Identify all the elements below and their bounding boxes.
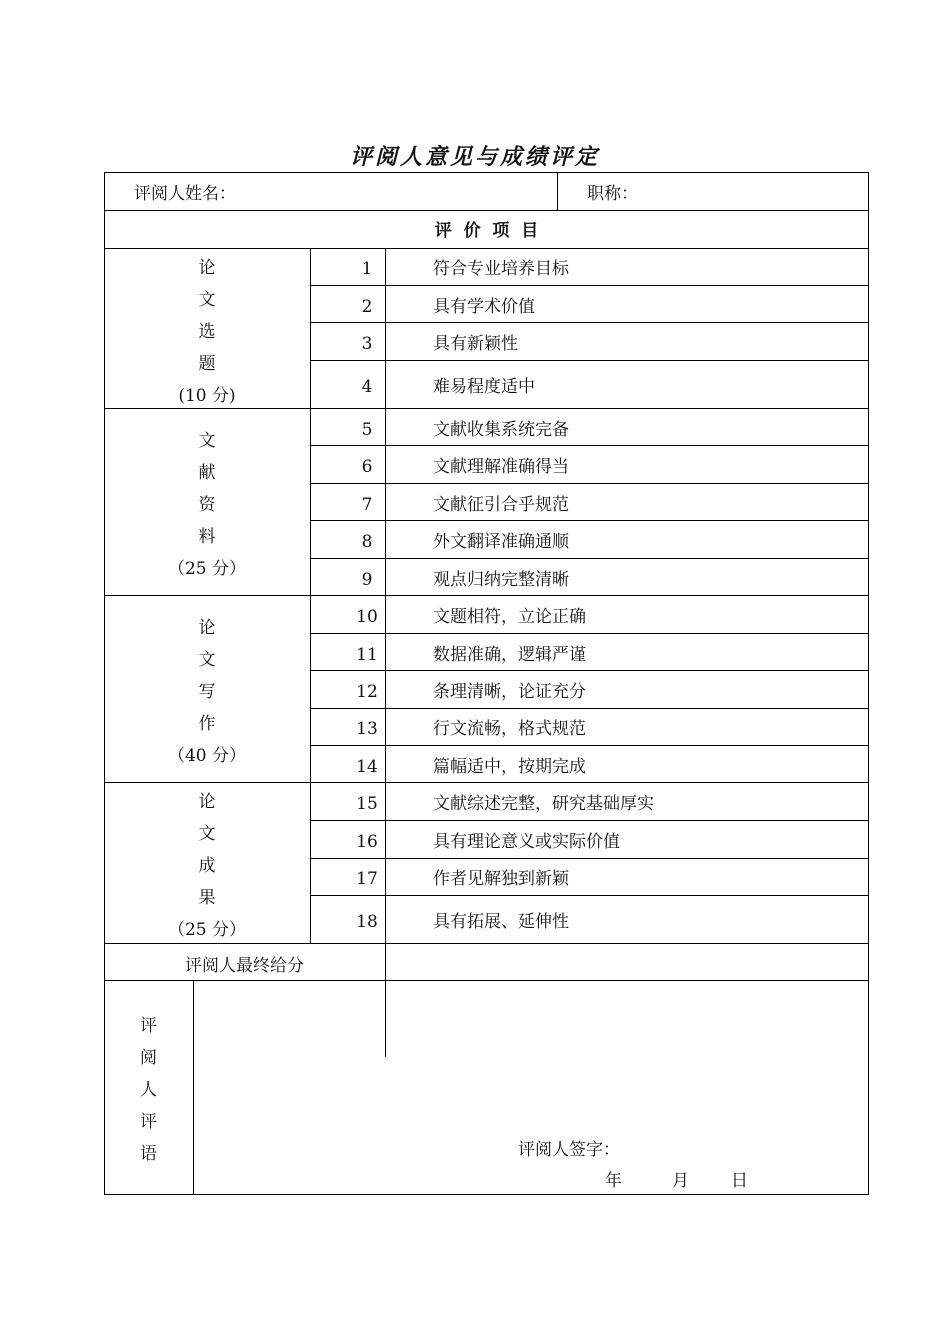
- category-points: （40 分）: [167, 746, 247, 766]
- evaluation-form: [104, 172, 869, 1195]
- comments-label-char: 人: [140, 1080, 157, 1100]
- date-day: 日: [731, 1171, 748, 1191]
- category-char: 选: [198, 322, 216, 342]
- item-text: 具有拓展、延伸性: [433, 912, 569, 932]
- category-char: 论: [198, 792, 216, 812]
- category-char: 成: [198, 856, 216, 876]
- category-char: 资: [198, 495, 216, 515]
- comments-label-char: 语: [140, 1144, 157, 1164]
- item-number: 9: [361, 570, 373, 590]
- item-text: 条理清晰，论证充分: [433, 682, 586, 702]
- category-char: 文: [198, 824, 216, 844]
- item-number: 4: [361, 377, 373, 397]
- item-text: 文献收集系统完备: [433, 420, 569, 440]
- category-writing: [104, 612, 310, 772]
- item-text: 数据准确，逻辑严谨: [433, 645, 586, 665]
- item-text: 符合专业培养目标: [433, 259, 569, 279]
- item-text: 文献理解准确得当: [433, 457, 569, 477]
- item-text: 观点归纳完整清晰: [433, 570, 569, 590]
- category-char: 题: [198, 354, 216, 374]
- job-title-field[interactable]: [644, 176, 859, 206]
- item-text: 文题相符，立论正确: [433, 607, 586, 627]
- category-char: 料: [198, 527, 216, 547]
- reviewer-name-field[interactable]: [244, 176, 544, 206]
- item-number: 18: [356, 912, 378, 932]
- comments-area[interactable]: [199, 987, 859, 1127]
- comments-label: [104, 1010, 193, 1170]
- item-text: 具有学术价值: [433, 297, 535, 317]
- category-char: 献: [198, 463, 216, 483]
- signature-field[interactable]: [624, 1134, 859, 1162]
- comments-label-char: 阅: [140, 1048, 157, 1068]
- item-number: 10: [356, 607, 378, 627]
- date-year: 年: [605, 1171, 622, 1191]
- category-char: 作: [198, 714, 216, 734]
- category-char: 论: [198, 618, 216, 638]
- category-points: （25 分）: [167, 920, 247, 940]
- category-topic-selection: [104, 252, 310, 412]
- item-text: 具有新颖性: [433, 334, 518, 354]
- item-number: 15: [356, 794, 378, 814]
- category-char: 论: [198, 258, 216, 278]
- form-title: 评阅人意见与成绩评定: [349, 145, 600, 170]
- category-char: 文: [198, 290, 216, 310]
- item-text: 具有理论意义或实际价值: [433, 832, 620, 852]
- section-heading: 评 价 项 目: [434, 221, 539, 241]
- item-number: 2: [361, 297, 373, 317]
- comments-label-char: 评: [140, 1016, 157, 1036]
- category-char: 写: [198, 682, 216, 702]
- item-text: 外文翻译准确通顺: [433, 532, 569, 552]
- final-score-label: 评阅人最终给分: [185, 956, 304, 976]
- item-number: 11: [356, 645, 378, 665]
- item-number: 17: [356, 869, 378, 889]
- item-number: 7: [361, 495, 373, 515]
- category-literature: [104, 425, 310, 585]
- comments-label-char: 评: [140, 1112, 157, 1132]
- item-number: 16: [356, 832, 378, 852]
- item-text: 行文流畅，格式规范: [433, 719, 586, 739]
- item-number: 13: [356, 719, 378, 739]
- item-number: 14: [356, 757, 378, 777]
- item-text: 作者见解独到新颖: [433, 869, 569, 889]
- item-number: 8: [361, 532, 373, 552]
- item-text: 文献征引合乎规范: [433, 495, 569, 515]
- item-number: 6: [361, 457, 373, 477]
- final-score-field[interactable]: [390, 948, 862, 976]
- item-number: 5: [361, 420, 373, 440]
- date-month: 月: [672, 1171, 689, 1191]
- item-text: 难易程度适中: [433, 377, 535, 397]
- category-char: 文: [198, 431, 216, 451]
- category-points: (10 分): [178, 386, 236, 406]
- item-number: 1: [361, 259, 373, 279]
- reviewer-name-label: 评阅人姓名：: [134, 184, 236, 204]
- item-text: 文献综述完整，研究基础厚实: [433, 794, 654, 814]
- item-number: 3: [361, 334, 373, 354]
- category-char: 果: [198, 888, 216, 908]
- item-number: 12: [356, 682, 378, 702]
- category-results: [104, 786, 310, 946]
- signature-label: 评阅人签字：: [518, 1140, 620, 1160]
- category-char: 文: [198, 650, 216, 670]
- category-points: （25 分）: [167, 559, 247, 579]
- job-title-label: 职称：: [587, 184, 638, 204]
- item-text: 篇幅适中，按期完成: [433, 757, 586, 777]
